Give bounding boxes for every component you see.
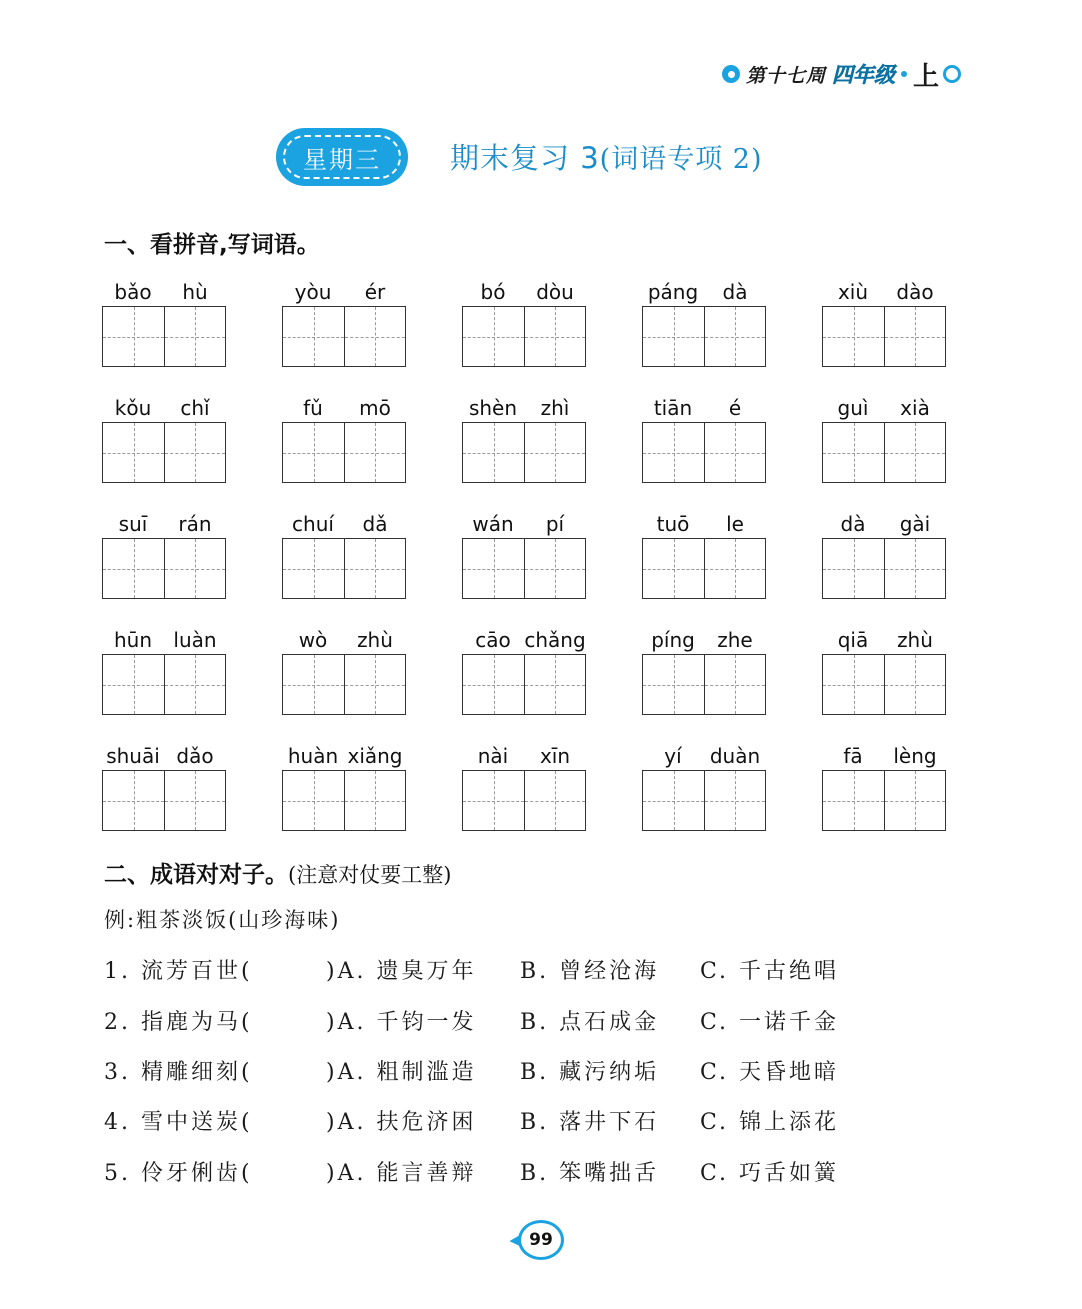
writing-box-pair [822, 770, 946, 831]
writing-box[interactable] [823, 539, 884, 598]
writing-box[interactable] [643, 423, 704, 482]
pinyin-row [822, 628, 948, 654]
writing-box[interactable] [524, 423, 585, 482]
writing-box-pair [642, 306, 766, 367]
pinyin-syllable: zhù [897, 628, 933, 652]
word-item [642, 628, 768, 715]
writing-box[interactable] [164, 307, 225, 366]
pinyin-syllable: bǎo [114, 280, 152, 304]
writing-box[interactable] [164, 423, 225, 482]
pinyin-syllable: é [728, 396, 742, 420]
writing-box[interactable] [884, 655, 945, 714]
week-badge [722, 56, 984, 92]
pinyin-syllable: tiān [653, 396, 693, 420]
pinyin-syllable: xīn [539, 744, 571, 768]
pinyin-syllable: pí [545, 512, 565, 536]
pinyin-syllable: lèng [893, 744, 937, 768]
writing-box-pair [462, 422, 586, 483]
option-c[interactable]: C. 巧舌如簧 [700, 1161, 840, 1186]
pinyin-syllable: zhe [717, 628, 753, 652]
page-number: 99 [518, 1220, 564, 1260]
pinyin-syllable: qiā [837, 628, 869, 652]
pinyin-row [642, 744, 768, 770]
writing-box[interactable] [524, 771, 585, 830]
word-item [822, 628, 948, 715]
pinyin-row [102, 628, 228, 654]
writing-box-pair [282, 306, 406, 367]
word-item [822, 280, 948, 367]
pinyin-row [102, 280, 228, 306]
pinyin-syllable: dà [840, 512, 866, 536]
pinyin-syllable: gài [899, 512, 931, 536]
pinyin-syllable: dà [722, 280, 748, 304]
writing-box-pair [282, 654, 406, 715]
writing-box-pair [822, 306, 946, 367]
pinyin-row [282, 396, 408, 422]
semester-half-label: 上 [913, 61, 940, 92]
writing-box[interactable] [164, 655, 225, 714]
word-item [462, 280, 588, 367]
option-a[interactable]: )A. 能言善辩 [326, 1161, 477, 1186]
section2-title-text: 二、成语对对子。 [104, 862, 288, 888]
pinyin-row [642, 280, 768, 306]
option-b[interactable]: B. 藏污纳垢 [520, 1060, 660, 1085]
pinyin-row [102, 512, 228, 538]
word-item [282, 744, 408, 831]
pinyin-syllable: yí [664, 744, 682, 768]
word-item [642, 744, 768, 831]
writing-box-pair [462, 654, 586, 715]
writing-box[interactable] [823, 771, 884, 830]
pinyin-syllable: zhù [357, 628, 393, 652]
pinyin-syllable: yòu [294, 280, 332, 304]
word-item [462, 512, 588, 599]
writing-box[interactable] [524, 307, 585, 366]
option-c[interactable]: C. 千古绝唱 [700, 959, 840, 984]
writing-box[interactable] [463, 423, 524, 482]
pinyin-syllable: cāo [475, 628, 511, 652]
writing-box[interactable] [164, 539, 225, 598]
example-line: 例:粗茶淡饭(山珍海味) [104, 908, 341, 932]
writing-box-pair [282, 770, 406, 831]
pinyin-row [822, 744, 948, 770]
word-item [282, 628, 408, 715]
pinyin-row [462, 396, 588, 422]
question-stem: 1. 流芳百世( [104, 959, 253, 984]
word-item [822, 744, 948, 831]
section1-title: 一、看拼音,写词语。 [104, 232, 320, 258]
pinyin-syllable: fā [843, 744, 863, 768]
writing-box[interactable] [283, 771, 344, 830]
word-item [642, 396, 768, 483]
writing-box[interactable] [463, 655, 524, 714]
writing-box[interactable] [283, 423, 344, 482]
writing-box[interactable] [884, 307, 945, 366]
writing-box-pair [462, 770, 586, 831]
question-stem: 3. 精雕细刻( [104, 1060, 253, 1085]
pinyin-row [282, 744, 408, 770]
writing-box-pair [282, 422, 406, 483]
option-b[interactable]: B. 落井下石 [520, 1110, 660, 1135]
pinyin-row [462, 744, 588, 770]
option-b[interactable]: B. 曾经沧海 [520, 959, 660, 984]
writing-box-pair [822, 538, 946, 599]
pinyin-syllable: tuō [656, 512, 690, 536]
pinyin-syllable: chǐ [180, 396, 210, 420]
pinyin-syllable: kǒu [114, 396, 152, 420]
writing-box-pair [642, 422, 766, 483]
pinyin-syllable: hūn [113, 628, 153, 652]
word-item [102, 744, 228, 831]
pinyin-syllable: fǔ [303, 396, 323, 420]
pinyin-syllable: nài [477, 744, 509, 768]
option-b[interactable]: B. 点石成金 [520, 1010, 660, 1035]
writing-box[interactable] [643, 539, 704, 598]
section2-note: (注意对仗要工整) [288, 863, 452, 887]
writing-box[interactable] [463, 307, 524, 366]
word-item [102, 280, 228, 367]
writing-box-pair [102, 770, 226, 831]
writing-box[interactable] [463, 539, 524, 598]
pinyin-row [462, 512, 588, 538]
pinyin-syllable: shuāi [106, 744, 160, 768]
pinyin-syllable: dǎo [176, 744, 214, 768]
writing-box[interactable] [344, 539, 405, 598]
pinyin-row [642, 628, 768, 654]
writing-box-pair [822, 422, 946, 483]
writing-box[interactable] [283, 539, 344, 598]
writing-box[interactable] [463, 771, 524, 830]
word-item [822, 512, 948, 599]
word-item [282, 280, 408, 367]
pinyin-syllable: bó [480, 280, 506, 304]
pinyin-row [102, 744, 228, 770]
pinyin-syllable: wò [298, 628, 328, 652]
writing-box[interactable] [823, 655, 884, 714]
writing-box[interactable] [164, 771, 225, 830]
question-stem: 2. 指鹿为马( [104, 1010, 253, 1035]
unit-title [450, 136, 763, 177]
pinyin-syllable: suī [118, 512, 148, 536]
pinyin-row [462, 280, 588, 306]
pinyin-syllable: píng [651, 628, 695, 652]
writing-box[interactable] [344, 771, 405, 830]
writing-box[interactable] [524, 539, 585, 598]
question-stem: 5. 伶牙俐齿( [104, 1161, 253, 1186]
writing-box-pair [642, 654, 766, 715]
writing-box[interactable] [524, 655, 585, 714]
pinyin-syllable: xià [900, 396, 930, 420]
pinyin-row [462, 628, 588, 654]
writing-box[interactable] [344, 307, 405, 366]
word-item [102, 628, 228, 715]
pinyin-syllable: wán [472, 512, 514, 536]
question-stem: 4. 雪中送炭( [104, 1110, 253, 1135]
writing-box[interactable] [103, 423, 164, 482]
option-b[interactable]: B. 笨嘴拙舌 [520, 1161, 660, 1186]
word-item [642, 512, 768, 599]
writing-box-pair [102, 306, 226, 367]
option-a[interactable]: )A. 扶危济困 [326, 1110, 477, 1135]
writing-box[interactable] [344, 423, 405, 482]
pinyin-syllable: guì [837, 396, 869, 420]
writing-box-pair [462, 306, 586, 367]
word-item [462, 396, 588, 483]
writing-box[interactable] [704, 655, 765, 714]
word-item [822, 396, 948, 483]
pinyin-syllable: chuí [292, 512, 334, 536]
option-c[interactable]: C. 锦上添花 [700, 1110, 840, 1135]
pinyin-syllable: xiù [837, 280, 869, 304]
pinyin-row [642, 396, 768, 422]
separator-dot-icon [901, 71, 907, 77]
ring-icon [943, 65, 961, 83]
writing-box[interactable] [823, 307, 884, 366]
pinyin-syllable: ér [364, 280, 386, 304]
word-item [102, 396, 228, 483]
pinyin-row [822, 396, 948, 422]
writing-box[interactable] [704, 423, 765, 482]
writing-box-pair [642, 538, 766, 599]
pinyin-row [822, 280, 948, 306]
option-a[interactable]: )A. 千钧一发 [326, 1010, 477, 1035]
writing-box[interactable] [283, 655, 344, 714]
word-item [642, 280, 768, 367]
writing-box[interactable] [884, 771, 945, 830]
writing-box[interactable] [823, 423, 884, 482]
pinyin-syllable: páng [647, 280, 699, 304]
pinyin-row [102, 396, 228, 422]
writing-box[interactable] [103, 771, 164, 830]
section2-title [104, 856, 451, 889]
writing-box[interactable] [704, 539, 765, 598]
word-item [282, 512, 408, 599]
writing-box-pair [822, 654, 946, 715]
writing-box-pair [102, 422, 226, 483]
writing-box[interactable] [103, 307, 164, 366]
writing-box[interactable] [884, 423, 945, 482]
pinyin-syllable: shèn [468, 396, 518, 420]
pinyin-syllable: dòu [536, 280, 574, 304]
unit-title-main: 期末复习 3 [450, 141, 600, 175]
pinyin-syllable: xiǎng [347, 744, 403, 768]
pinyin-syllable: chǎng [524, 628, 586, 652]
pinyin-row [822, 512, 948, 538]
writing-box[interactable] [283, 307, 344, 366]
pinyin-syllable: zhì [540, 396, 570, 420]
pinyin-syllable: duàn [709, 744, 761, 768]
grade-label: 四年级 [832, 63, 896, 87]
pinyin-syllable: le [726, 512, 744, 536]
pinyin-syllable: dào [896, 280, 934, 304]
week-label: 第十七周 [746, 64, 827, 87]
word-item [462, 744, 588, 831]
option-a[interactable]: )A. 粗制滥造 [326, 1060, 477, 1085]
writing-box[interactable] [103, 655, 164, 714]
pinyin-syllable: dǎ [362, 512, 388, 536]
option-c[interactable]: C. 天昏地暗 [700, 1060, 840, 1085]
clock-icon [722, 65, 740, 83]
pinyin-row [282, 628, 408, 654]
pinyin-row [282, 280, 408, 306]
writing-box[interactable] [704, 307, 765, 366]
writing-box[interactable] [344, 655, 405, 714]
option-a[interactable]: )A. 遗臭万年 [326, 959, 477, 984]
pinyin-row [642, 512, 768, 538]
pinyin-row [282, 512, 408, 538]
pinyin-syllable: huàn [287, 744, 339, 768]
writing-box-pair [462, 538, 586, 599]
word-item [102, 512, 228, 599]
writing-box[interactable] [884, 539, 945, 598]
writing-box[interactable] [643, 307, 704, 366]
writing-box[interactable] [704, 771, 765, 830]
word-item [462, 628, 588, 715]
word-item [282, 396, 408, 483]
writing-box-pair [102, 538, 226, 599]
writing-box[interactable] [643, 771, 704, 830]
option-c[interactable]: C. 一诺千金 [700, 1010, 840, 1035]
writing-box[interactable] [643, 655, 704, 714]
pinyin-syllable: mō [359, 396, 391, 420]
writing-box-pair [102, 654, 226, 715]
writing-box[interactable] [103, 539, 164, 598]
pinyin-syllable: rán [178, 512, 212, 536]
unit-title-sub: (词语专项 2) [599, 144, 763, 175]
pinyin-syllable: luàn [173, 628, 217, 652]
writing-box-pair [642, 770, 766, 831]
day-badge [276, 128, 408, 186]
pinyin-syllable: hù [182, 280, 208, 304]
day-label: 星期三 [283, 135, 401, 179]
writing-box-pair [282, 538, 406, 599]
